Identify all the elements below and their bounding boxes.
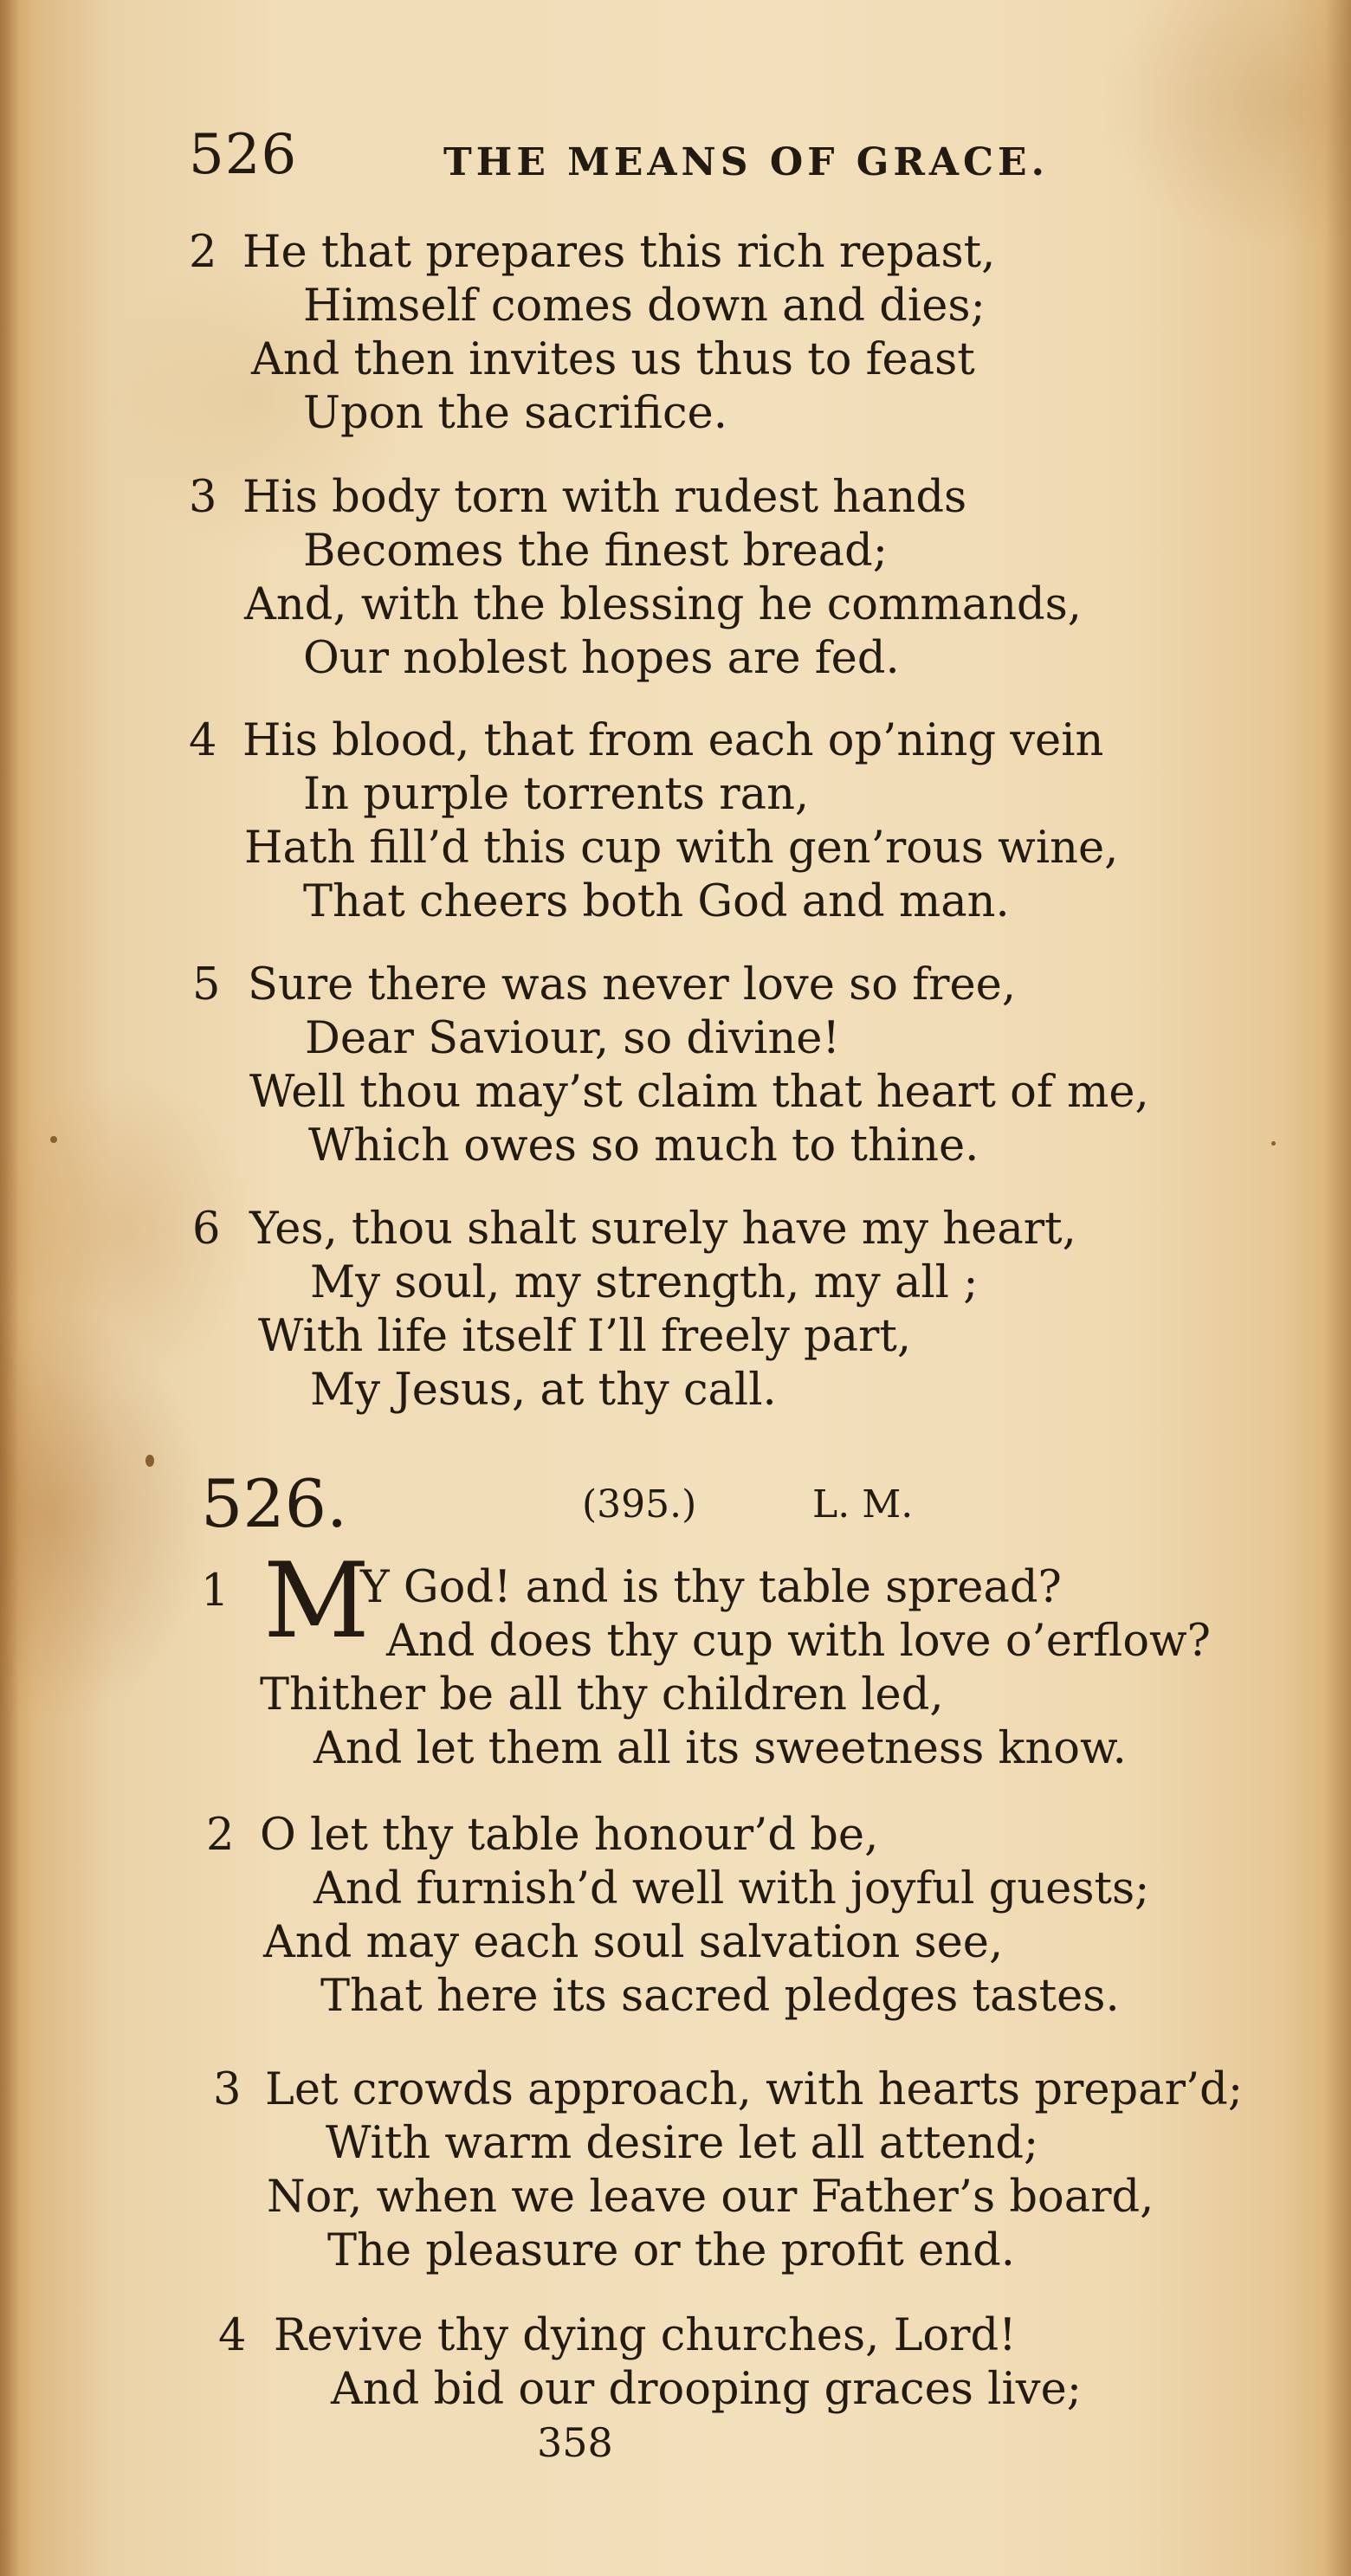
verse-line: With life itself I’ll freely part,: [258, 1311, 912, 1362]
stanza-number: 5: [192, 959, 221, 1010]
stanza-number: 3: [189, 472, 217, 523]
verse-line: That cheers both God and man.: [303, 876, 1010, 927]
verse-line: And, with the blessing he commands,: [244, 579, 1083, 630]
verse-line: And may each soul salvation see,: [263, 1917, 1004, 1968]
verse-line: He that prepares this rich repast,: [242, 227, 996, 278]
running-title: THE MEANS OF GRACE.: [443, 140, 1049, 184]
verse-line: Our noblest hopes are fed.: [303, 633, 900, 684]
verse-line: With warm desire let all attend;: [326, 2118, 1039, 2169]
verse-line: Upon the sacrifice.: [303, 388, 727, 439]
page-number: 526: [189, 123, 298, 187]
hymn-number: 526.: [201, 1465, 348, 1542]
verse-line: And let them all its sweetness know.: [314, 1723, 1127, 1774]
verse-line: And then invites us thus to feast: [251, 334, 975, 385]
verse-line: Thither be all thy children led,: [260, 1669, 944, 1721]
verse-line: In purple torrents ran,: [303, 769, 810, 820]
verse-line: Sure there was never love so free,: [248, 959, 1017, 1010]
verse-line: Yes, thou shalt surely have my heart,: [249, 1204, 1076, 1255]
verse-line: Which owes so much to thine.: [308, 1120, 979, 1172]
stanza-number: 1: [201, 1566, 229, 1617]
page-edge-shadow-left: [0, 0, 19, 2576]
stanza-number: 2: [206, 1810, 235, 1861]
verse-line: Hath fill’d this cup with gen’rous wine,: [244, 823, 1119, 874]
verse-line: And does thy cup with love o’erflow?: [386, 1616, 1212, 1667]
paper-speck: [145, 1455, 154, 1467]
verse-line: Himself comes down and dies;: [303, 281, 986, 332]
stanza-number: 3: [213, 2064, 242, 2115]
page-edge-shadow-right: [1325, 0, 1351, 2576]
verse-line: Revive thy dying churches, Lord!: [274, 2310, 1017, 2361]
stanza-number: 4: [218, 2310, 247, 2361]
stanza-number: 6: [192, 1204, 221, 1255]
folio-number: 358: [537, 2419, 613, 2466]
verse-line: My soul, my strength, my all ;: [310, 1257, 979, 1308]
stanza-number: 2: [189, 227, 217, 278]
hymn-meter: L. M.: [812, 1482, 914, 1527]
verse-line: Let crowds approach, with hearts prepar’d;: [265, 2064, 1243, 2115]
verse-line: O let thy table honour’d be,: [260, 1810, 879, 1861]
verse-line: My Jesus, at thy call.: [310, 1365, 777, 1416]
verse-line: His blood, that from each op’ning vein: [242, 715, 1104, 766]
paper-speck: [50, 1136, 57, 1143]
verse-line: Y God! and is thy table spread?: [360, 1562, 1062, 1613]
verse-line: That here its sacred pledges tastes.: [320, 1971, 1120, 2022]
paper-speck: [1271, 1141, 1276, 1146]
verse-line: And furnish’d well with joyful guests;: [314, 1863, 1150, 1914]
verse-line: Well thou may’st claim that heart of me,: [249, 1067, 1149, 1118]
hymn-reference: (395.): [582, 1482, 697, 1527]
verse-line: Becomes the finest bread;: [303, 526, 888, 577]
verse-line: And bid our drooping graces live;: [331, 2364, 1082, 2415]
verse-line: His body torn with rudest hands: [242, 472, 967, 523]
stanza-number: 4: [189, 715, 217, 766]
drop-cap-letter: M: [263, 1541, 370, 1662]
verse-line: The pleasure or the profit end.: [327, 2225, 1015, 2276]
verse-line: Nor, when we leave our Father’s board,: [267, 2172, 1154, 2223]
verse-line: Dear Saviour, so divine!: [305, 1013, 840, 1064]
